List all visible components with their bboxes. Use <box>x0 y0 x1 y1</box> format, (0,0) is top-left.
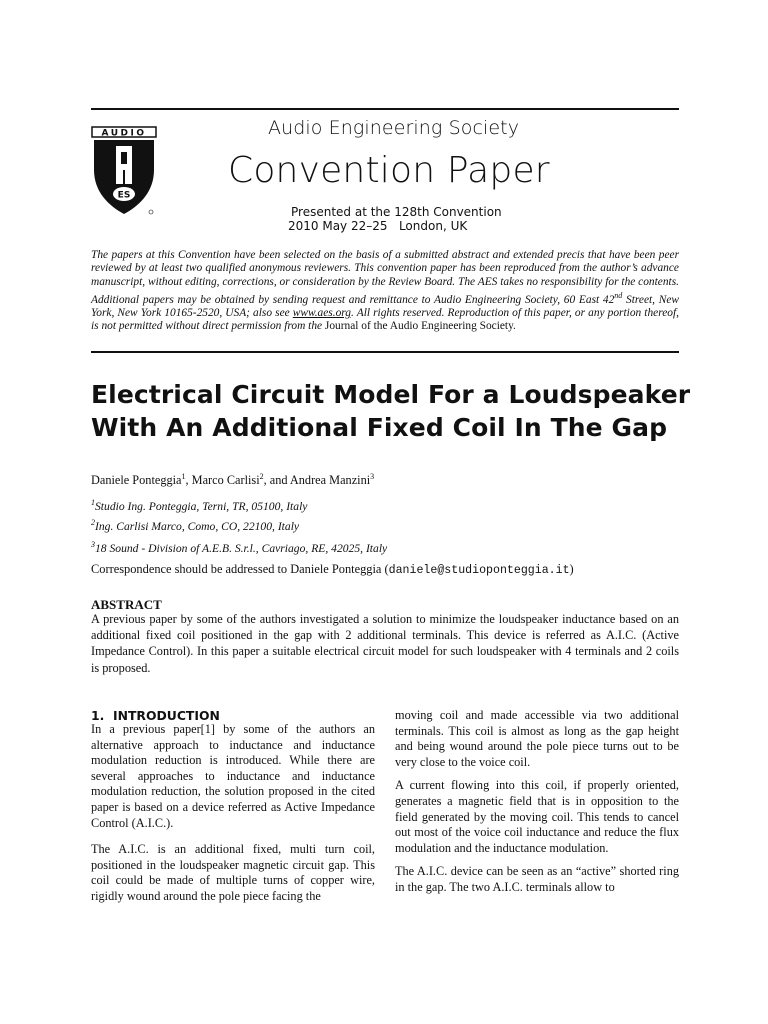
notice-tail: Journal of the Audio Engineering Society. <box>324 320 516 333</box>
intro-paragraph-1: In a previous paper[1] by some of the authors an alternative approach to inductance and inductance modulation reduction is introduced. While there are several approaches to inductance and inductance modulation reduction, the solution proposed in the cited paper is based on a device referred as Active Impedance Control (A.I.C.). <box>91 722 375 830</box>
society-name: Audio Engineering Society <box>268 117 520 139</box>
intro-paragraph-4: A current flowing into this coil, if properly oriented, generates a magnetic field that is in opposition to the field generated by the moving coil. This tends to cancel out most of the voice coil inductance and reduce the flux modulation and the inductance modulation. <box>395 778 679 855</box>
logo-text-es: ES <box>117 190 131 201</box>
author-list: Daniele Ponteggia$^1$, Marco Carlisi$^2$, and Andrea Manzini$^3$ <box>91 472 375 488</box>
notice-sup: nd <box>614 290 623 300</box>
correspondence: Correspondence should be addressed to Daniele Ponteggia (daniele@studioponteggia.it) <box>91 562 574 577</box>
affiliation-2: $^2$Ing. Carlisi Marco, Como, CO, 22100, Italy <box>91 518 300 533</box>
notice-text-2: Street, New York, New York 10165-2520, USA; also see <box>91 293 679 319</box>
affiliation-3: $^3$18 Sound - Division of A.E.B. S.r.l., Cavriago, RE, 42025, Italy <box>91 540 388 555</box>
title-line-2: With An Additional Fixed Coil In The Gap <box>91 413 668 442</box>
convention-notice <box>91 249 679 334</box>
notice-rule <box>91 351 679 353</box>
paper-type: Convention Paper <box>228 150 550 191</box>
paper-title <box>91 378 690 444</box>
logo-text-audio: AUDIO <box>101 128 147 139</box>
top-rule <box>91 108 679 110</box>
email-link[interactable]: daniele@studioponteggia.it <box>388 564 570 577</box>
abstract-body: A previous paper by some of the authors investigated a solution to minimize the loudspeaker inductance based on an additional fixed coil positioned in the gap with 2 additional terminals. This device is referred as A.I.C. (Active Impedance Control). In this paper a suitable electrical circuit model for such loudspeaker with 4 terminals and 2 coils is proposed. <box>91 612 679 675</box>
author-2: , Marco Carlisi <box>185 473 260 488</box>
intro-paragraph-5: The A.I.C. device can be seen as an “active” shorted ring in the gap. The two A.I.C. terminals allow to <box>395 864 679 894</box>
notice-text: The papers at this Convention have been selected on the basis of a submitted abstract and extended precis that have been peer reviewed by at least two qualified anonymous reviewers. This convention paper has been reproduced from the author’s advance manuscript, without editing, corrections, or consideration by the Review Board. The AES takes no responsibility for the contents. Additional papers may be obtained by sending request and remittance to Audio Engineering Society, 60 East 42 <box>91 249 679 306</box>
section-heading-introduction: 1. INTRODUCTION <box>91 708 220 723</box>
left-column <box>91 722 375 913</box>
title-line-1: Electrical Circuit Model For a Loudspeaker <box>91 380 691 409</box>
author-3: , and Andrea Manzini <box>263 473 371 488</box>
notice-text-3: . All rights reserved. Reproduction of this paper, or any portion thereof, is not permitted without direct permission from the <box>91 306 679 333</box>
right-column <box>395 708 679 904</box>
intro-paragraph-3: moving coil and made accessible via two additional terminals. This coil is almost as long as the gap height and being wound around the pole piece turns out to be very close to the voice coil. <box>395 708 679 769</box>
presented-line-2: 2010 May 22–25 London, UK <box>288 219 468 233</box>
intro-paragraph-2: The A.I.C. is an additional fixed, multi turn coil, positioned in the loudspeaker magnetic circuit gap. This coil could be made of multiple turns of copper wire, rigidly wound around the pole piece facing the <box>91 842 375 903</box>
affiliation-1: $^1$Studio Ing. Ponteggia, Terni, TR, 05100, Italy <box>91 498 308 513</box>
abstract-heading: ABSTRACT <box>91 597 162 612</box>
aes-website-link[interactable]: www.aes.org <box>292 306 351 319</box>
aes-logo <box>91 126 157 218</box>
presented-line-1: Presented at the 128th Convention <box>291 205 502 219</box>
author-1: Daniele Ponteggia <box>91 473 182 488</box>
